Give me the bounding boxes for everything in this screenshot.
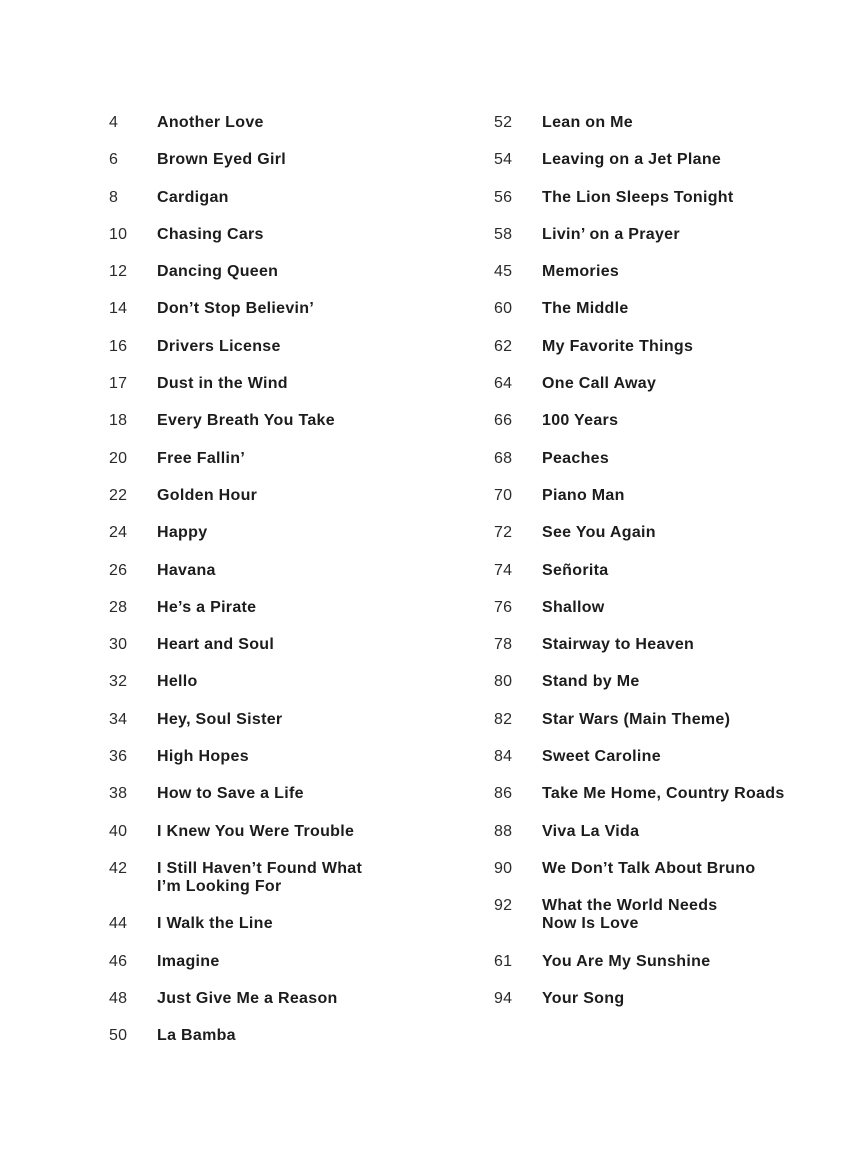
song-title: One Call Away: [542, 375, 657, 393]
toc-entry: [494, 375, 824, 393]
song-title: Sweet Caroline: [542, 748, 661, 766]
toc-entry: [494, 953, 824, 971]
page-number: 88: [494, 822, 513, 840]
toc-left-column: [109, 114, 439, 1064]
toc-entry: [109, 562, 439, 580]
song-title: High Hopes: [157, 748, 249, 766]
page-number: 60: [494, 300, 513, 318]
toc-entry: [109, 785, 439, 803]
song-title: Take Me Home, Country Roads: [542, 785, 785, 803]
toc-entry: [494, 450, 824, 468]
page-number: 58: [494, 225, 513, 243]
song-title: Leaving on a Jet Plane: [542, 151, 722, 169]
page-number: 64: [494, 375, 513, 393]
song-title: You Are My Sunshine: [542, 952, 711, 970]
song-title: Every Breath You Take: [157, 412, 335, 430]
song-title: We Don’t Talk About Bruno: [542, 859, 756, 877]
song-title: Chasing Cars: [157, 225, 264, 243]
page-number: 30: [109, 636, 128, 654]
page-number: 17: [109, 375, 128, 393]
page-number: 54: [494, 151, 513, 169]
page-number: 70: [494, 486, 513, 504]
page-number: 56: [494, 188, 513, 206]
page-number: 44: [109, 915, 128, 933]
song-title: Shallow: [542, 598, 605, 616]
page-number: 40: [109, 822, 128, 840]
page-number: 26: [109, 561, 128, 579]
page-number: 72: [494, 524, 513, 542]
page-number: 45: [494, 263, 513, 281]
song-title: Memories: [542, 263, 620, 281]
song-title: Drivers License: [157, 337, 281, 355]
page-number: 76: [494, 598, 513, 616]
page-number: 28: [109, 598, 128, 616]
song-title: Imagine: [157, 952, 220, 970]
toc-entry: [494, 300, 824, 318]
toc-entry: [494, 860, 824, 878]
page-number: 32: [109, 673, 128, 691]
page-number: 42: [109, 859, 128, 877]
page-number: 68: [494, 449, 513, 467]
toc-entry: [494, 226, 824, 244]
song-title: Livin’ on a Prayer: [542, 225, 680, 243]
song-title: He’s a Pirate: [157, 598, 257, 616]
song-title: Happy: [157, 524, 208, 542]
song-title: Your Song: [542, 989, 625, 1007]
toc-entry: [109, 599, 439, 617]
toc-entry: [109, 189, 439, 207]
song-title: Just Give Me a Reason: [157, 989, 338, 1007]
page-number: 18: [109, 412, 128, 430]
song-title: Star Wars (Main Theme): [542, 710, 731, 728]
song-title: Dust in the Wind: [157, 375, 288, 393]
toc-entry: [109, 823, 439, 841]
toc-entry: [494, 785, 824, 803]
song-title: Viva La Vida: [542, 822, 640, 840]
toc-entry: [494, 748, 824, 766]
song-title: Dancing Queen: [157, 263, 279, 281]
page-number: 86: [494, 785, 513, 803]
song-title: Hello: [157, 673, 198, 691]
toc-entry: [494, 263, 824, 281]
toc-entry: [109, 748, 439, 766]
page-number: 10: [109, 225, 128, 243]
page-number: 22: [109, 486, 128, 504]
page-number: 80: [494, 673, 513, 691]
song-title: Havana: [157, 561, 216, 579]
song-title: See You Again: [542, 524, 656, 542]
page-number: 8: [109, 188, 119, 206]
page-number: 50: [109, 1027, 128, 1045]
song-title: 100 Years: [542, 412, 619, 430]
page-number: 20: [109, 449, 128, 467]
toc-entry: [494, 487, 824, 505]
song-title: Stand by Me: [542, 673, 640, 691]
page-number: 48: [109, 989, 128, 1007]
toc-entry: [494, 562, 824, 580]
song-title: I Walk the Line: [157, 915, 273, 933]
toc-entry: [109, 226, 439, 244]
toc-entry: [494, 412, 824, 430]
page-number: 94: [494, 989, 513, 1007]
toc-entry: [494, 711, 824, 729]
page-number: 74: [494, 561, 513, 579]
toc-entry: [494, 338, 824, 356]
toc-entry: [109, 1027, 439, 1045]
toc-entry: [109, 711, 439, 729]
song-title: Golden Hour: [157, 486, 258, 504]
song-title: Stairway to Heaven: [542, 636, 695, 654]
page-number: 4: [109, 114, 119, 131]
toc-entry: [109, 524, 439, 542]
toc-entry: [494, 189, 824, 207]
song-title: Another Love: [157, 114, 264, 131]
page-number: 90: [494, 859, 513, 877]
song-title: Lean on Me: [542, 114, 634, 131]
toc-entry: [494, 897, 824, 933]
toc-entry: [494, 151, 824, 169]
toc-entry: [494, 636, 824, 654]
page-number: 12: [109, 263, 128, 281]
toc-entry: [494, 823, 824, 841]
song-title: Cardigan: [157, 188, 229, 206]
song-title: Free Fallin’: [157, 449, 246, 467]
toc-entry: [109, 636, 439, 654]
song-title: Brown Eyed Girl: [157, 151, 286, 169]
toc-entry: [109, 673, 439, 691]
song-title: Señorita: [542, 561, 609, 579]
toc-entry: [109, 915, 439, 933]
toc-entry: [109, 338, 439, 356]
toc-entry: [109, 412, 439, 430]
song-title: Peaches: [542, 449, 610, 467]
song-title: What the World Needs Now Is Love: [542, 897, 718, 933]
page-number: 36: [109, 748, 128, 766]
toc-entry: [494, 524, 824, 542]
page-number: 62: [494, 337, 513, 355]
page-number: 34: [109, 710, 128, 728]
toc-entry: [109, 450, 439, 468]
page-number: 24: [109, 524, 128, 542]
page-number: 66: [494, 412, 513, 430]
song-title: Hey, Soul Sister: [157, 710, 283, 728]
song-title: The Lion Sleeps Tonight: [542, 188, 734, 206]
song-title: My Favorite Things: [542, 337, 694, 355]
song-title: La Bamba: [157, 1027, 236, 1045]
toc-entry: [494, 990, 824, 1008]
toc-entry: [494, 114, 824, 132]
toc-entry: [109, 860, 439, 896]
page-number: 92: [494, 897, 513, 915]
song-title: Don’t Stop Believin’: [157, 300, 315, 318]
toc-entry: [109, 263, 439, 281]
page-number: 52: [494, 114, 513, 131]
toc-entry: [109, 487, 439, 505]
toc-right-column: [494, 114, 824, 1027]
toc-entry: [494, 599, 824, 617]
page-number: 6: [109, 151, 119, 169]
toc-entry: [109, 375, 439, 393]
song-title: How to Save a Life: [157, 785, 304, 803]
toc-entry: [109, 114, 439, 132]
page-number: 16: [109, 337, 128, 355]
song-title: The Middle: [542, 300, 629, 318]
song-title: Piano Man: [542, 486, 625, 504]
page-number: 82: [494, 710, 513, 728]
page-number: 46: [109, 952, 128, 970]
toc-entry: [109, 300, 439, 318]
toc-entry: [109, 151, 439, 169]
page-number: 78: [494, 636, 513, 654]
toc-entry: [109, 990, 439, 1008]
page-number: 61: [494, 952, 513, 970]
song-title: Heart and Soul: [157, 636, 275, 654]
toc-entry: [109, 953, 439, 971]
page-number: 38: [109, 785, 128, 803]
toc-entry: [494, 673, 824, 691]
page-number: 14: [109, 300, 128, 318]
song-title: I Knew You Were Trouble: [157, 822, 355, 840]
song-title: I Still Haven’t Found What I’m Looking For: [157, 859, 363, 895]
page-number: 84: [494, 748, 513, 766]
